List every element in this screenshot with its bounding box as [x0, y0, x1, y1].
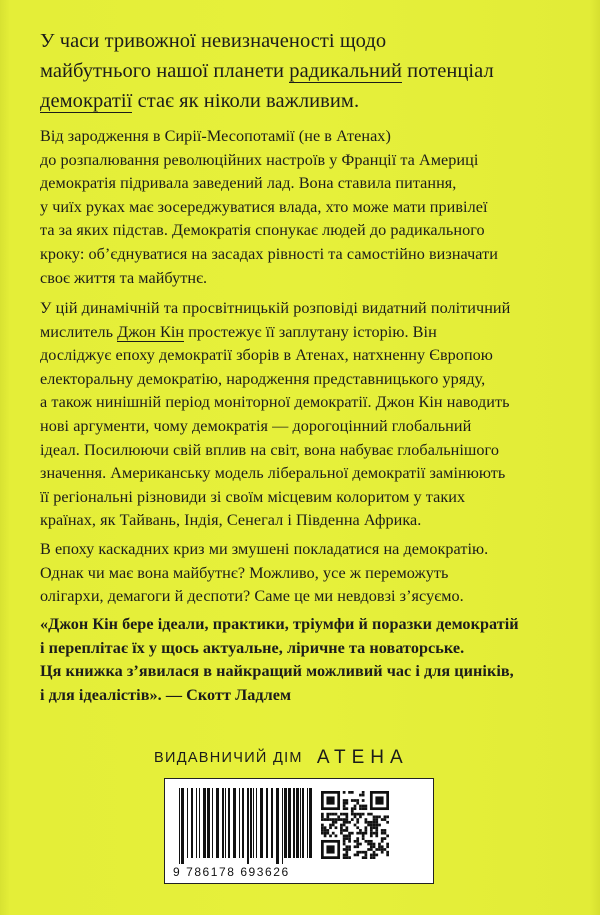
- barcode-bar: [196, 788, 197, 858]
- barcode-bar: [253, 788, 254, 858]
- qr-module: [343, 821, 346, 824]
- qr-module: [370, 813, 373, 816]
- qr-module: [386, 815, 389, 818]
- qr-module: [354, 824, 357, 827]
- qr-module: [384, 832, 387, 835]
- qr-module: [332, 821, 335, 824]
- qr-module: [381, 818, 384, 821]
- qr-module: [321, 826, 324, 829]
- paragraph-line: нові аргументи, чому демократія — дорогоцінний глобальний: [40, 416, 472, 435]
- qr-module: [340, 818, 343, 821]
- author-name-underlined: Джон Кін: [117, 322, 185, 341]
- qr-module: [321, 813, 324, 816]
- qr-module: [343, 848, 346, 851]
- paragraph-line: Однак чи має вона майбутнє? Можливо, усе ж переможуть: [40, 563, 449, 582]
- qr-module: [375, 826, 378, 829]
- lead-underlined-word: радикальний: [289, 60, 402, 82]
- barcode-bar: [293, 788, 295, 858]
- qr-module: [365, 840, 368, 843]
- qr-module: [386, 851, 389, 854]
- qr-module: [329, 818, 332, 821]
- qr-module: [356, 802, 359, 805]
- qr-module: [329, 826, 332, 829]
- qr-module: [370, 824, 373, 827]
- qr-module: [340, 829, 343, 832]
- barcode-bar: [222, 788, 224, 858]
- barcode-bar: [247, 788, 249, 864]
- qr-module: [326, 818, 329, 821]
- qr-module: [362, 794, 365, 797]
- qr-module: [365, 829, 368, 832]
- paragraph-line: електоральну демократію, народження представницького уряду,: [40, 369, 486, 388]
- barcode-bar: [216, 788, 219, 858]
- qr-module: [375, 821, 378, 824]
- qr-module: [359, 805, 362, 808]
- qr-module: [375, 832, 378, 835]
- qr-module: [343, 791, 346, 794]
- qr-module: [381, 829, 384, 832]
- qr-module: [370, 829, 373, 832]
- barcode-bar: [239, 788, 240, 858]
- qr-module: [373, 854, 376, 857]
- paragraph-line: своє життя та майбутнє.: [40, 268, 208, 287]
- qr-module: [340, 813, 343, 816]
- publisher-logo: АТЕНА: [316, 747, 409, 768]
- qr-module: [345, 821, 348, 824]
- qr-module: [359, 851, 362, 854]
- qr-module: [378, 848, 381, 851]
- qr-module: [362, 837, 365, 840]
- qr-module: [356, 826, 359, 829]
- qr-module: [337, 815, 340, 818]
- qr-module: [386, 821, 389, 824]
- qr-module: [367, 824, 370, 827]
- qr-module: [343, 835, 346, 838]
- qr-module: [332, 824, 335, 827]
- quote-line: і для ідеалістів». — Скотт Ладлем: [40, 685, 292, 704]
- qr-module: [375, 815, 378, 818]
- barcode-bar: [296, 788, 299, 858]
- qr-module: [354, 854, 357, 857]
- qr-module: [370, 843, 373, 846]
- qr-module: [348, 835, 351, 838]
- author-line-end: простежує її заплутану історію. Він: [184, 322, 437, 341]
- qr-module: [324, 826, 327, 829]
- qr-module: [373, 832, 376, 835]
- qr-module: [362, 832, 365, 835]
- qr-module: [373, 815, 376, 818]
- isbn-barcode: [179, 788, 313, 864]
- qr-module: [348, 840, 351, 843]
- qr-module: [373, 824, 376, 827]
- qr-module: [335, 813, 338, 816]
- barcode-bar: [225, 788, 226, 858]
- qr-module: [367, 821, 370, 824]
- qr-module: [359, 843, 362, 846]
- qr-module: [329, 835, 332, 838]
- qr-module: [362, 835, 365, 838]
- qr-module: [375, 818, 378, 821]
- qr-module: [367, 843, 370, 846]
- qr-module: [367, 840, 370, 843]
- qr-module: [378, 824, 381, 827]
- paragraph-line: ідеал. Посилюючи свій вплив на світ, вона набуває глобальнішого: [40, 440, 499, 459]
- qr-module: [375, 796, 383, 804]
- qr-module: [381, 845, 384, 848]
- qr-module: [370, 845, 373, 848]
- qr-module: [345, 851, 348, 854]
- qr-module: [384, 818, 387, 821]
- barcode-bar: [282, 788, 283, 864]
- lead-line-2-start: майбутнього нашої планети: [40, 60, 290, 82]
- qr-module: [378, 815, 381, 818]
- qr-module: [373, 856, 376, 859]
- barcode-bar: [302, 788, 304, 858]
- barcode-bar: [250, 788, 252, 858]
- qr-module: [384, 829, 387, 832]
- barcode-bar: [179, 788, 180, 864]
- qr-module: [345, 815, 348, 818]
- qr-module: [343, 799, 346, 802]
- qr-module: [359, 815, 362, 818]
- lead-underlined-democracy: демократії: [40, 90, 133, 112]
- qr-module: [326, 796, 334, 804]
- qr-module: [373, 821, 376, 824]
- qr-module: [332, 832, 335, 835]
- qr-module: [324, 832, 327, 835]
- qr-module: [343, 843, 346, 846]
- quote-line: Ця книжка з’явилася в найкращий можливий час і для циніків,: [40, 662, 514, 681]
- qr-module: [345, 818, 348, 821]
- barcode-bar: [276, 788, 279, 864]
- qr-module: [354, 805, 357, 808]
- qr-module: [345, 837, 348, 840]
- paragraph-line: кроку: об’єднуватися на засадах рівності та самостійно визначати: [40, 244, 498, 263]
- qr-module: [348, 832, 351, 835]
- qr-module: [354, 807, 357, 810]
- qr-module: [365, 832, 368, 835]
- qr-module: [332, 818, 335, 821]
- qr-module: [354, 845, 357, 848]
- qr-module: [365, 807, 368, 810]
- qr-module: [381, 837, 384, 840]
- qr-module: [343, 802, 346, 805]
- qr-module: [356, 843, 359, 846]
- qr-module: [351, 791, 354, 794]
- qr-module: [343, 818, 346, 821]
- qr-module: [365, 805, 368, 808]
- qr-module: [343, 837, 346, 840]
- qr-module: [370, 840, 373, 843]
- qr-module: [365, 851, 368, 854]
- qr-module: [386, 843, 389, 846]
- barcode-bar: [284, 788, 287, 858]
- qr-module: [359, 832, 362, 835]
- paragraph-line: олігархи, демагоги й деспоти? Саме це ми невдовзі з’ясуємо.: [40, 587, 464, 606]
- barcode-bar: [260, 788, 263, 858]
- qr-module: [324, 818, 327, 821]
- qr-module: [367, 848, 370, 851]
- qr-module: [340, 832, 343, 835]
- qr-module: [348, 845, 351, 848]
- qr-module: [370, 821, 373, 824]
- qr-module: [321, 829, 324, 832]
- paragraph-line: та за яких підстав. Демократія спонукає людей до радикального: [40, 221, 485, 240]
- qr-module: [373, 826, 376, 829]
- paragraph-line: У цій динамічній та просвітницькій розповіді видатний політичний: [40, 299, 511, 317]
- paragraph-line: Від зародження в Сирії-Месопотамії (не в Атенах): [40, 127, 391, 145]
- qr-module: [384, 837, 387, 840]
- qr-module: [348, 837, 351, 840]
- isbn-barcode-panel: [164, 778, 434, 884]
- barcode-bar: [187, 788, 188, 858]
- qr-module: [348, 856, 351, 859]
- qr-module: [329, 813, 332, 816]
- qr-module: [373, 851, 376, 854]
- author-line-start: мислитель: [40, 322, 118, 341]
- qr-module: [343, 807, 346, 810]
- qr-module: [324, 835, 327, 838]
- qr-module: [384, 815, 387, 818]
- qr-module: [381, 840, 384, 843]
- qr-module: [378, 843, 381, 846]
- qr-module: [373, 845, 376, 848]
- paragraph-line: а також нинішній період моніторної демократії. Джон Кін наводить: [40, 393, 510, 412]
- barcode-bar: [309, 788, 312, 858]
- qr-module: [367, 813, 370, 816]
- qr-module: [326, 832, 329, 835]
- qr-module: [345, 807, 348, 810]
- qr-module: [356, 840, 359, 843]
- qr-module: [343, 854, 346, 857]
- qr-module: [356, 851, 359, 854]
- qr-module: [356, 799, 359, 802]
- qr-module: [356, 845, 359, 848]
- paragraph-line: до розпалювання революційних настроїв у Франції та Америці: [40, 150, 479, 169]
- qr-module: [356, 818, 359, 821]
- qr-module: [359, 829, 362, 832]
- qr-module: [335, 821, 338, 824]
- qr-module: [351, 810, 354, 813]
- paragraph-origins: [40, 125, 585, 290]
- paragraph-line: досліджує епоху демократії зборів в Атенах, натхненну Європою: [40, 346, 493, 365]
- publisher-label: ВИДАВНИЧИЙ ДІМ: [154, 750, 303, 766]
- qr-module: [375, 854, 378, 857]
- barcode-bar: [212, 788, 213, 858]
- qr-module: [335, 835, 338, 838]
- qr-module: [356, 832, 359, 835]
- barcode-bar: [191, 788, 193, 858]
- qr-module: [343, 840, 346, 843]
- barcode-bar: [288, 788, 291, 858]
- qr-module: [345, 813, 348, 816]
- qr-module: [362, 851, 365, 854]
- paragraph-line: [40, 321, 585, 345]
- qr-module: [329, 824, 332, 827]
- qr-module: [335, 818, 338, 821]
- paragraph-line: значення. Американську модель ліберальної демократії замінюють: [40, 464, 506, 483]
- qr-module: [343, 813, 346, 816]
- qr-module: [345, 835, 348, 838]
- paragraph-future: [40, 538, 585, 609]
- qr-module: [359, 807, 362, 810]
- qr-code-icon: [321, 791, 389, 859]
- qr-module: [375, 824, 378, 827]
- qr-module: [321, 815, 324, 818]
- qr-module: [345, 845, 348, 848]
- qr-module: [384, 848, 387, 851]
- qr-module: [354, 840, 357, 843]
- qr-module: [386, 835, 389, 838]
- qr-module: [365, 818, 368, 821]
- barcode-bar: [233, 788, 236, 858]
- barcode-bar: [242, 788, 244, 858]
- barcode-bar: [203, 788, 206, 858]
- qr-module: [321, 832, 324, 835]
- qr-module: [375, 848, 378, 851]
- qr-module: [386, 845, 389, 848]
- quote-line: «Джон Кін бере ідеали, практики, тріумфи й поразки демократій: [40, 615, 519, 633]
- qr-module: [381, 832, 384, 835]
- isbn-digits: 9 786178 693626: [173, 865, 290, 879]
- barcode-bar: [228, 788, 230, 858]
- qr-module: [365, 854, 368, 857]
- qr-module: [348, 791, 351, 794]
- qr-module: [378, 845, 381, 848]
- qr-module: [356, 837, 359, 840]
- qr-module: [326, 815, 329, 818]
- qr-module: [332, 813, 335, 816]
- quote-line: і переплітає їх у щось актуальне, ліричне та новаторське.: [40, 638, 465, 657]
- qr-module: [359, 794, 362, 797]
- qr-module: [348, 821, 351, 824]
- barcode-bar: [271, 788, 273, 858]
- qr-module: [362, 791, 365, 794]
- qr-module: [386, 854, 389, 857]
- qr-module: [326, 829, 329, 832]
- paragraph-line: В епоху каскадних криз ми змушені покладатися на демократію.: [40, 540, 489, 558]
- qr-module: [343, 829, 346, 832]
- qr-module: [370, 826, 373, 829]
- qr-module: [321, 824, 324, 827]
- qr-module: [354, 799, 357, 802]
- qr-module: [370, 856, 373, 859]
- qr-module: [365, 821, 368, 824]
- lead-line-2-end: потенціал: [402, 60, 494, 82]
- barcode-bar: [266, 788, 268, 858]
- qr-module: [343, 805, 346, 808]
- paragraph-line: демократія підривала заведений лад. Вона ставила питання,: [40, 174, 457, 193]
- qr-module: [375, 835, 378, 838]
- qr-module: [345, 854, 348, 857]
- qr-module: [370, 854, 373, 857]
- qr-module: [354, 813, 357, 816]
- paragraph-line: її регіональні різновиди зі своїм місцевим колоритом у таких: [40, 487, 466, 506]
- qr-module: [321, 818, 324, 821]
- qr-module: [345, 848, 348, 851]
- qr-module: [351, 807, 354, 810]
- qr-module: [362, 813, 365, 816]
- qr-module: [365, 856, 368, 859]
- qr-module: [375, 829, 378, 832]
- qr-module: [345, 829, 348, 832]
- qr-module: [373, 818, 376, 821]
- qr-module: [362, 807, 365, 810]
- barcode-bar: [307, 788, 308, 858]
- lead-statement: [40, 26, 580, 116]
- qr-module: [326, 845, 334, 853]
- qr-module: [345, 799, 348, 802]
- qr-module: [345, 826, 348, 829]
- barcode-bar: [181, 788, 184, 864]
- lead-line-3-end: стає як ніколи важливим.: [132, 90, 360, 112]
- qr-module: [381, 851, 384, 854]
- qr-module: [351, 813, 354, 816]
- qr-module: [345, 856, 348, 859]
- qr-module: [370, 848, 373, 851]
- paragraph-line: країнах, як Тайвань, Індія, Сенегал і Південна Африка.: [40, 511, 422, 530]
- qr-module: [362, 799, 365, 802]
- qr-module: [340, 826, 343, 829]
- review-quote: [40, 613, 585, 707]
- barcode-bar: [300, 788, 301, 858]
- qr-module: [337, 818, 340, 821]
- qr-module: [359, 813, 362, 816]
- publisher-imprint: [154, 745, 454, 771]
- qr-module: [354, 815, 357, 818]
- qr-module: [356, 813, 359, 816]
- qr-module: [365, 826, 368, 829]
- qr-module: [343, 824, 346, 827]
- barcode-bar: [199, 788, 200, 858]
- qr-module: [373, 843, 376, 846]
- barcode-bar: [256, 788, 257, 858]
- barcode-bar: [207, 788, 210, 858]
- qr-module: [335, 826, 338, 829]
- qr-module: [370, 835, 373, 838]
- qr-module: [362, 805, 365, 808]
- qr-module: [370, 832, 373, 835]
- qr-module: [348, 848, 351, 851]
- paragraph-line: у чиїх руках має зосереджуватися влада, хто може мати привілеї: [40, 197, 488, 216]
- lead-line-1: У часи тривожної невизначеності щодо: [40, 30, 387, 52]
- qr-module: [356, 854, 359, 857]
- qr-module: [351, 799, 354, 802]
- qr-module: [343, 856, 346, 859]
- qr-module: [345, 802, 348, 805]
- qr-module: [351, 832, 354, 835]
- qr-module: [362, 856, 365, 859]
- qr-module: [356, 821, 359, 824]
- qr-module: [340, 824, 343, 827]
- qr-module: [324, 829, 327, 832]
- qr-module: [351, 818, 354, 821]
- qr-module: [326, 813, 329, 816]
- paragraph-author: [40, 297, 585, 533]
- qr-module: [381, 848, 384, 851]
